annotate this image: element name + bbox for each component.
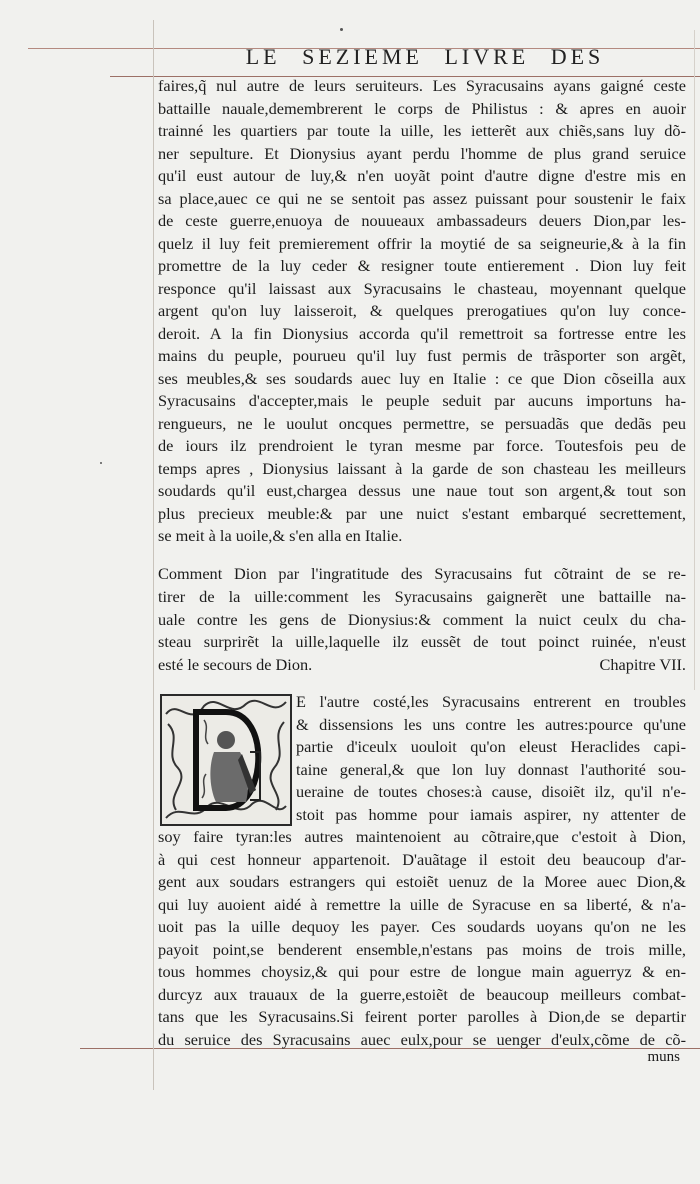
running-title-word: SEZIEME <box>302 44 423 69</box>
text-line: de ceste guerre,enuoya de nouueaux ambassadeurs deuers Dion,par les- <box>158 211 686 230</box>
chapter-number: Chapitre VII. <box>599 655 686 675</box>
text-line: tous hommes choysiz,& qui pour estre de longue main aguerryz & en- <box>158 962 686 981</box>
text-line: deroit. A la fin Dionysius accorda qu'il remettroit sa fortresse entre les <box>158 323 686 343</box>
paragraph-2 <box>158 826 686 1051</box>
heading-line: Comment Dion par l'ingratitude des Syracusains fut cõtraint de se re- <box>158 564 686 583</box>
running-title-word: DES <box>550 44 605 69</box>
text-line: se meit à la uoile,& s'en alla en Italie. <box>158 526 403 545</box>
running-title <box>160 44 690 70</box>
text-line: du seruice des Syracusains auec eulx,pour se uenger d'eulx,cõme de cõ- <box>158 1029 686 1049</box>
text-line: trainné les quartiers par toute la uille, les ietterẽt aux chiẽs,sans luy dõ- <box>158 121 686 140</box>
text-line: quelz il luy feit premierement offrir la moytié de sa seigneurie,& à la fin <box>158 233 686 253</box>
heading-line: steau surprirẽt la uille,laquelle ilz eussẽt de tout poinct ruinée, n'eust <box>158 632 686 652</box>
text-line: tans que les Syracusains.Si feirent porter parolles à Dion,de se departir <box>158 1007 686 1026</box>
margin-mark <box>100 462 102 464</box>
text-line: temps apres , Dionysius laissant à la garde de son chasteau les meilleurs <box>158 458 686 478</box>
text-line: qu'il eust autour de luy,& n'en uoyãt point d'autre digne d'estre mis en <box>158 166 686 185</box>
text-line: & dissensions les uns contre les autres:pource qu'une <box>296 714 686 734</box>
text-line: promettre de la luy ceder & resigner toute entierement . Dion luy feit <box>158 256 686 275</box>
text-line: ner sepulture. Et Dionysius ayant perdu l'homme de plus grand seruice <box>158 143 686 163</box>
text-line: partie d'iceulx uouloit qu'on eleust Heraclides capi- <box>296 737 686 756</box>
text-line: Syracusains d'accepter,mais le peuple seduit par aucuns importuns ha- <box>158 391 686 410</box>
paragraph-2-beside-initial <box>296 691 686 826</box>
text-line: mains du peuple, pourueu qu'il luy fust permis de trãsporter son argẽt, <box>158 346 686 365</box>
text-line: durcyz aux trauaux de la guerre,estoiẽt de beaucoup meilleurs combat- <box>158 984 686 1004</box>
text-line: ueraine de toutes choses:à cause, disoiẽt ilz, qu'il n'e- <box>296 782 686 801</box>
running-title-word: LE <box>245 44 281 69</box>
text-line: soudards qu'il eust,chargea dessus une naue tout son argent,& tout son <box>158 481 686 500</box>
text-line: qui luy auoient aidé à remettre la uille de Syracuse en sa liberté, & n'a- <box>158 894 686 914</box>
text-line: responce qu'il laissast aux Syracusains le chasteau, moyennant quelque <box>158 278 686 298</box>
text-line: taine general,& que lon luy donnast l'authorité sou- <box>296 759 686 779</box>
text-line: uoit pas la uille dequoy les payer. Ces soudards uoyans qu'on ne les <box>158 917 686 936</box>
paragraph-1 <box>158 75 686 548</box>
text-line: E l'autre costé,les Syracusains entrerent en troubles <box>296 692 686 711</box>
text-line: de iours ilz prendroient le tyran mesme par force. Toutesfois peu de <box>158 436 686 455</box>
text-line: faires,q̃ nul autre de leurs seruiteurs. Les Syracusains ayans gaigné ceste <box>158 76 686 95</box>
text-line: rengueurs, ne le uoulut oncques permettre, se persuadãs que dedãs peu <box>158 413 686 433</box>
heading-line: uale contre les gens de Dionysius:& comment la nuict ceulx du cha- <box>158 609 686 629</box>
margin-rule <box>153 20 154 1090</box>
text-line: plus precieux meuble:& par une nuict s'estant embarqué secrettement, <box>158 503 686 523</box>
text-line: payoit point,se benderent ensemble,n'estans pas moins de trois mille, <box>158 939 686 959</box>
decorated-initial-d-icon <box>160 694 292 826</box>
catchword: muns <box>647 1049 680 1065</box>
text-line: sa place,auec ce qui ne se sentoit pas assez puissant pour soustenir le faix <box>158 188 686 208</box>
text-line: ses meubles,& ses soudards auec luy en Italie : ce que Dion cõseilla aux <box>158 368 686 388</box>
heading-line: esté le secours de Dion. <box>158 655 313 675</box>
text-line: à qui cest honneur appartenoit. D'auãtage il estoit deu beaucoup d'ar- <box>158 849 686 869</box>
page-mark <box>340 28 343 31</box>
text-line: argent qu'on luy laisseroit, & quelques prerogatiues qu'on luy conce- <box>158 301 686 320</box>
chapter-heading <box>158 563 686 677</box>
text-line: soy faire tyran:les autres maintenoient au cõtraire,que c'estoit à Dion, <box>158 827 686 846</box>
text-line: gent aux soudars estrangers qui estoiẽt uenuz de la Moree auec Dion,& <box>158 872 686 891</box>
heading-line: tirer de la uille:comment les Syracusains gaignerẽt une battaille na- <box>158 586 686 606</box>
text-line: battaille nauale,demembrerent le corps de Philistus : & apres en auoir <box>158 98 686 118</box>
text-line: stoit pas homme pour iamais aspirer, ny attenter de <box>296 804 686 824</box>
running-title-word: LIVRE <box>444 44 530 69</box>
right-edge-rule <box>694 30 695 690</box>
